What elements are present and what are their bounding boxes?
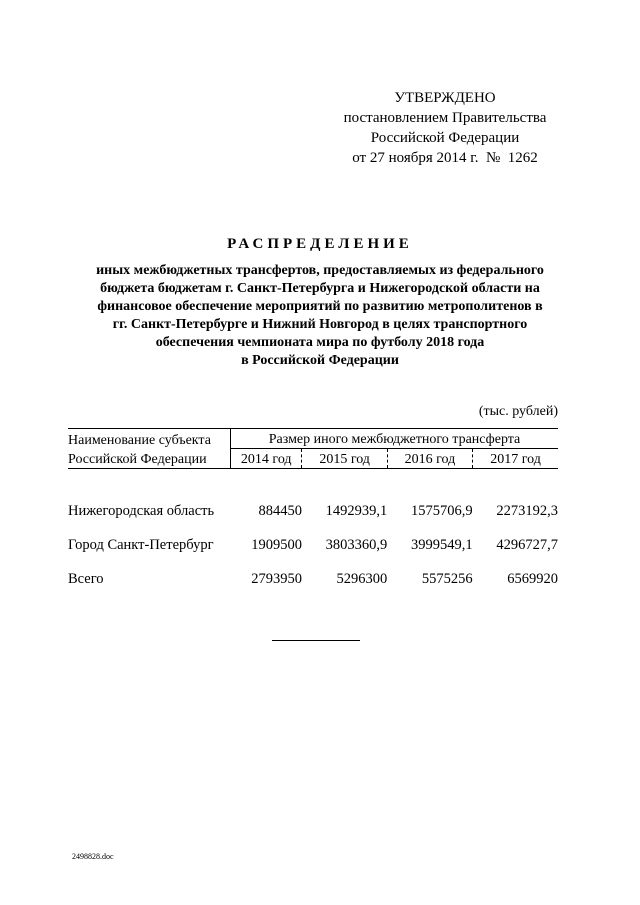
document-file-id: 2498828.doc (72, 852, 114, 861)
approval-block (340, 88, 550, 168)
approval-heading: УТВЕРЖДЕНО (394, 90, 496, 106)
table-spacer (68, 469, 558, 504)
approval-decree: постановлением Правительства (343, 110, 547, 126)
table-row (68, 503, 558, 537)
table-header-row (68, 449, 558, 469)
row-value: 1492939,1 (325, 503, 388, 519)
subtitle-line: бюджета бюджетам г. Санкт-Петербурга и Нижегородской области на (100, 281, 540, 296)
row-value: 2793950 (251, 571, 302, 587)
row-value: 1575706,9 (411, 503, 473, 519)
row-value: 2273192,3 (496, 503, 558, 519)
header-year-2014: 2014 год (231, 449, 302, 469)
table-row (68, 537, 558, 571)
row-value: 4296727,7 (496, 537, 558, 553)
header-year-2015: 2015 год (302, 449, 387, 469)
row-value: 3999549,1 (411, 537, 473, 553)
header-region-name-cont: Российской Федерации (68, 449, 231, 469)
header-year-2017: 2017 год (473, 449, 558, 469)
subtitle-line: гг. Санкт-Петербурге и Нижний Новгород в целях транспортного (112, 317, 528, 332)
document-title: РАСПРЕДЕЛЕНИЕ (227, 236, 413, 252)
row-value: 884450 (258, 503, 302, 519)
subtitle-line: обеспечения чемпионата мира по футболу 2018 года (155, 335, 485, 350)
row-region: Нижегородская область (68, 503, 215, 519)
subtitle-line: финансовое обеспечение мероприятий по развитию метрополитенов в (97, 299, 543, 314)
approval-date-number: от 27 ноября 2014 г. № 1262 (352, 150, 538, 166)
row-value: 6569920 (507, 571, 558, 587)
row-value: 3803360,9 (325, 537, 388, 553)
header-transfer-amount: Размер иного межбюджетного трансферта (231, 429, 559, 449)
header-year-2016: 2016 год (387, 449, 472, 469)
row-value: 5575256 (421, 571, 473, 587)
approval-authority: Российской Федерации (370, 130, 520, 146)
allocation-table (68, 428, 558, 605)
table-header-row (68, 429, 558, 449)
row-value: 5296300 (336, 571, 388, 587)
document-subtitle (50, 262, 590, 370)
header-region-name: Наименование субъекта (68, 429, 231, 449)
end-rule (272, 640, 360, 641)
table-row-total (68, 571, 558, 605)
subtitle-line: иных межбюджетных трансфертов, предоставляемых из федерального (96, 263, 544, 278)
subtitle-line: в Российской Федерации (241, 353, 399, 368)
row-region: Город Санкт-Петербург (68, 537, 214, 553)
units-note: (тыс. рублей) (478, 404, 558, 419)
row-value: 1909500 (251, 537, 302, 553)
row-region: Всего (68, 571, 104, 587)
